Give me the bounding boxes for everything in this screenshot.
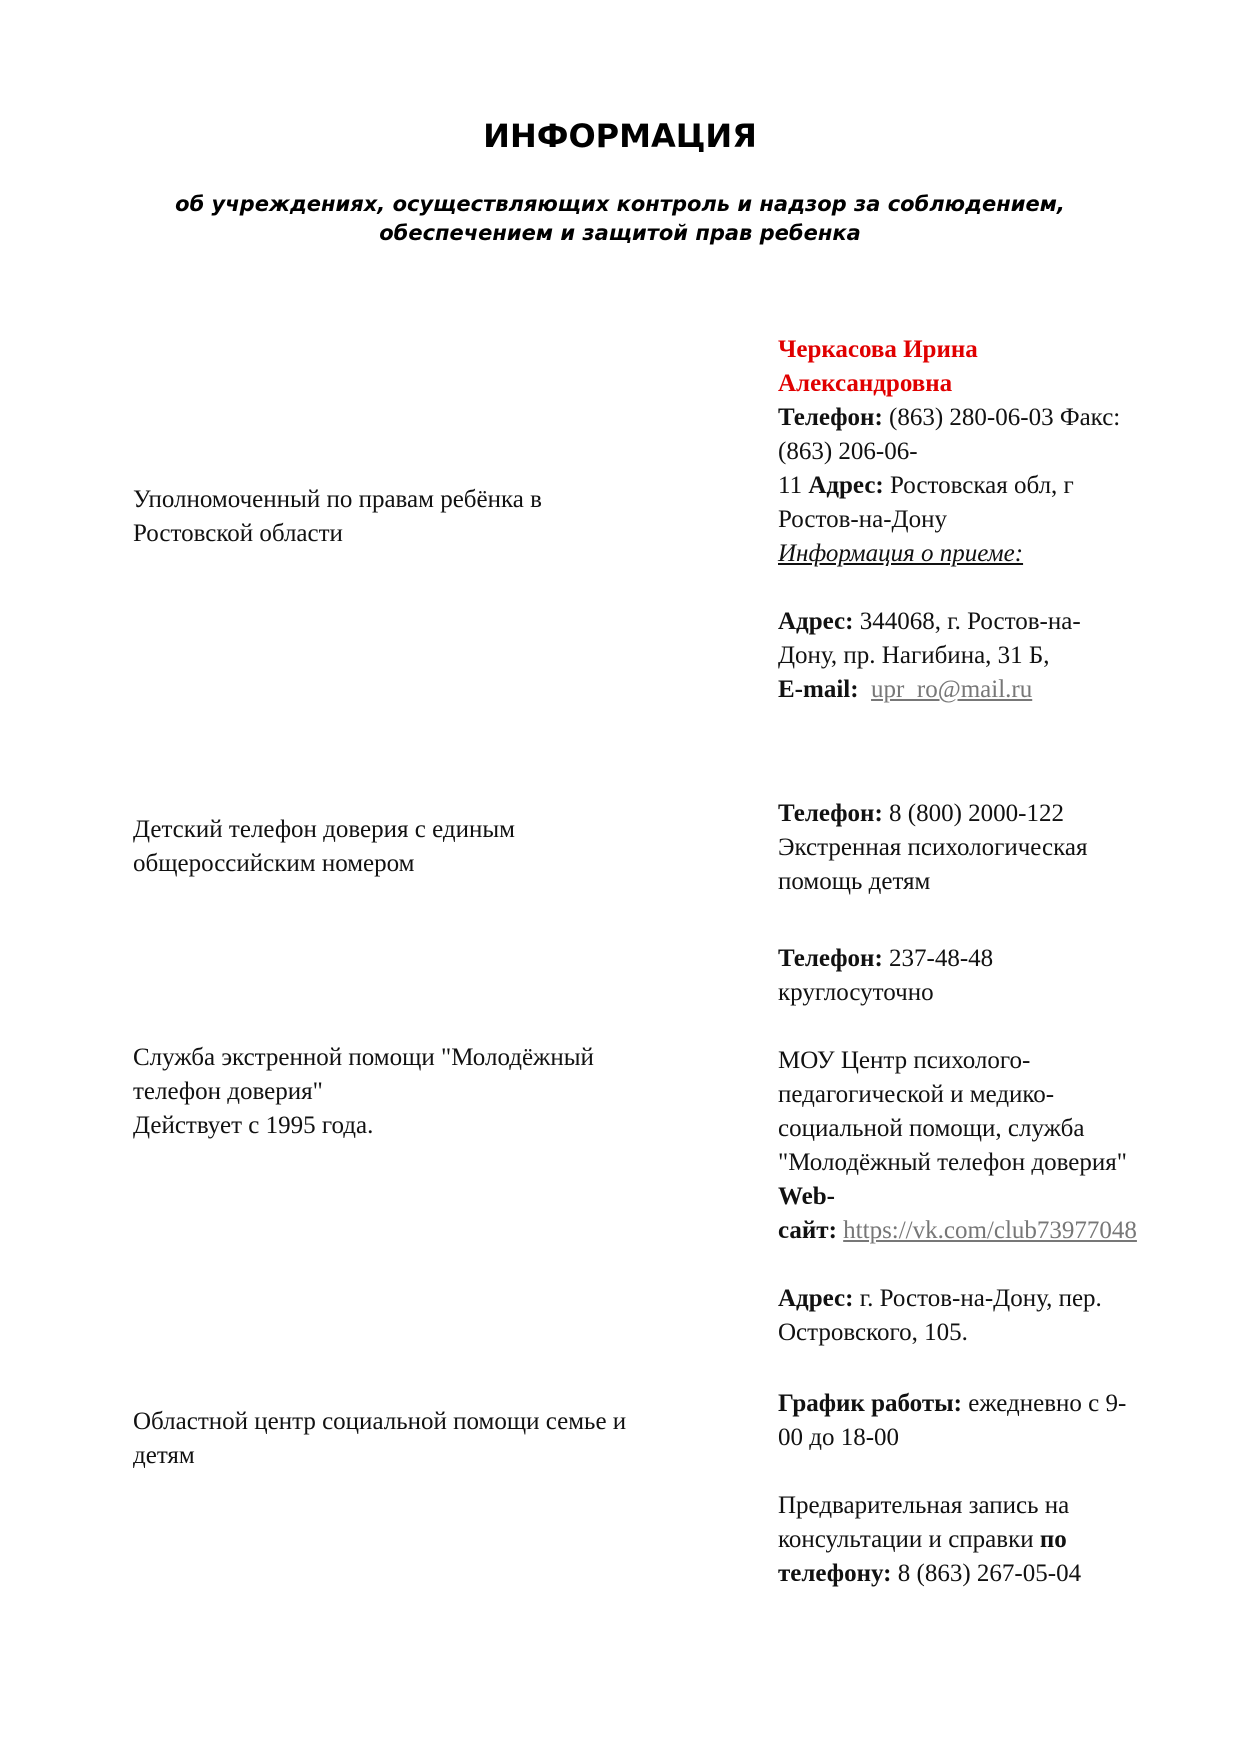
booking-text: консультации и справки (778, 1526, 1040, 1553)
booking-phone: 8 (863) 267-05-04 (891, 1560, 1082, 1587)
desc-line: Экстренная психологическая (778, 834, 1088, 861)
address-label: Адрес: (778, 608, 854, 635)
address-line: Ростов-на-Дону (778, 506, 947, 533)
address-line (778, 1282, 1223, 1316)
phone-label: Телефон: (778, 404, 883, 431)
org-social-center (133, 1405, 733, 1473)
phone-line (778, 797, 1223, 831)
address-label: Адрес: (808, 472, 884, 499)
email-label: E-mail: (778, 676, 859, 703)
spacer (778, 1010, 1223, 1044)
org-line: Детский телефон доверия с единым (133, 816, 515, 843)
org-youth-helpline (133, 1041, 733, 1143)
phone-value: (863) 280-06-03 Факс: (882, 404, 1121, 431)
reception-info-link[interactable]: Информация о приеме: (778, 540, 1024, 567)
phone-value: 237-48-48 (882, 945, 994, 972)
org-line: Ростовской области (133, 520, 343, 547)
website-link[interactable]: https://vk.com/club73977048 (843, 1217, 1137, 1244)
org-line: Уполномоченный по правам ребёнка в (133, 486, 542, 513)
web-label: Web- (778, 1183, 835, 1210)
spacer (778, 571, 1223, 605)
booking-bold: телефону: (778, 1560, 892, 1587)
address2-line (778, 605, 1223, 639)
org-line: Действует с 1995 года. (133, 1112, 374, 1139)
email-line (778, 673, 1223, 707)
booking-line (778, 1523, 1223, 1557)
schedule-line (778, 1387, 1223, 1421)
fax-end: 11 (778, 472, 809, 499)
address-value: 344068, г. Ростов-на- (853, 608, 1081, 635)
address-value: г. Ростов-на-Дону, пер. (853, 1285, 1102, 1312)
desc-line: педагогической и медико- (778, 1081, 1055, 1108)
contact-child-helpline (778, 797, 1223, 899)
web-label: сайт: (778, 1217, 837, 1244)
phone-note: круглосуточно (778, 979, 934, 1006)
phone-line (778, 942, 1223, 976)
schedule-label: График работы: (778, 1390, 962, 1417)
org-child-helpline (133, 813, 733, 881)
booking-bold: по (1039, 1526, 1067, 1553)
web-line (778, 1214, 1223, 1248)
spacer (778, 1455, 1223, 1489)
booking-line: Предварительная запись на (778, 1492, 1070, 1519)
address2-line: Дону, пр. Нагибина, 31 Б, (778, 642, 1050, 669)
org-line: общероссийским номером (133, 850, 415, 877)
org-line: Служба экстренной помощи "Молодёжный (133, 1044, 594, 1071)
contact-social-center (778, 1387, 1223, 1591)
phone-label: Телефон: (778, 945, 883, 972)
phone-label: Телефон: (778, 800, 883, 827)
subtitle-line: обеспечением и защитой прав ребенка (379, 221, 861, 245)
address-line: Островского, 105. (778, 1319, 968, 1346)
desc-line: "Молодёжный телефон доверия" (778, 1149, 1127, 1176)
booking-line (778, 1557, 1223, 1591)
contact-youth-helpline (778, 942, 1223, 1350)
page-subtitle (0, 190, 1240, 248)
address-line (778, 469, 1223, 503)
phone-line (778, 401, 1223, 435)
address-label: Адрес: (778, 1285, 854, 1312)
contact-name: Черкасова Ирина (778, 336, 978, 363)
contact-name: Александровна (778, 370, 953, 397)
email-link[interactable]: upr_ro@mail.ru (871, 676, 1033, 703)
org-line: Областной центр социальной помощи семье и (133, 1408, 627, 1435)
address-value: Ростовская обл, г (883, 472, 1074, 499)
web-line (778, 1180, 1223, 1214)
phone-value: 8 (800) 2000-122 (882, 800, 1065, 827)
schedule-line: 00 до 18-00 (778, 1424, 900, 1451)
contact-ombudsman (778, 333, 1223, 707)
desc-line: социальной помощи, служба (778, 1115, 1085, 1142)
org-line: детям (133, 1442, 195, 1469)
org-line: телефон доверия" (133, 1078, 323, 1105)
spacer (778, 1248, 1223, 1282)
fax-line: (863) 206-06- (778, 438, 918, 465)
page-title: ИНФОРМАЦИЯ (483, 117, 757, 155)
desc-line: помощь детям (778, 868, 931, 895)
desc-line: МОУ Центр психолого- (778, 1047, 1031, 1074)
org-ombudsman (133, 483, 733, 551)
subtitle-line: об учреждениях, осуществляющих контроль и надзор за соблюдением, (175, 192, 1065, 216)
schedule-value: ежедневно с 9- (961, 1390, 1127, 1417)
